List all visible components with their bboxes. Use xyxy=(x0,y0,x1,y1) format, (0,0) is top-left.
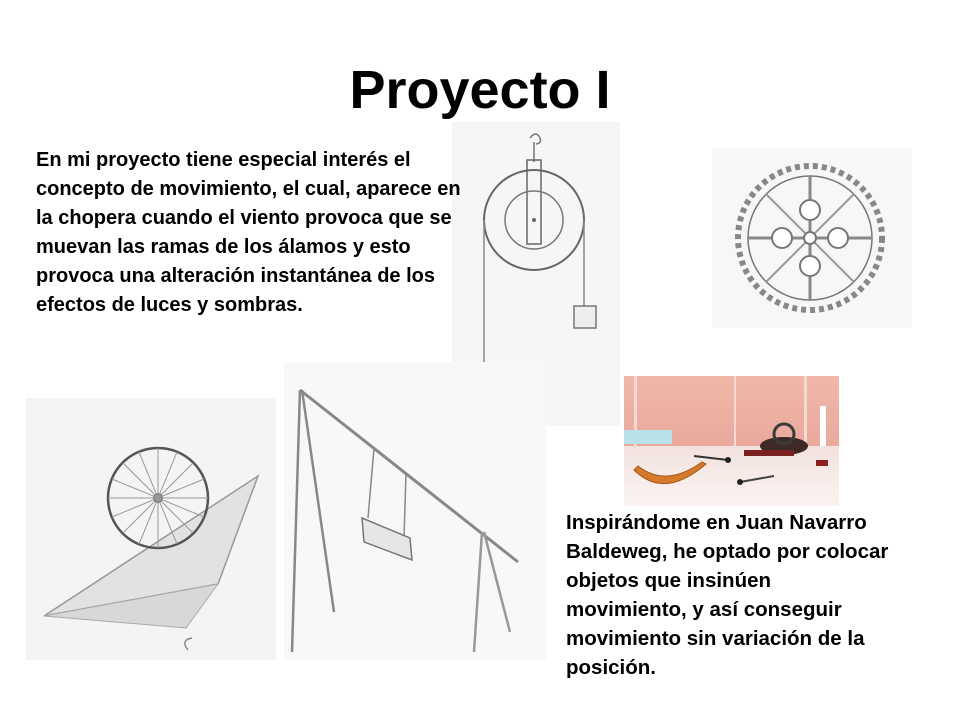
intro-paragraph: En mi proyecto tiene especial interés el concepto de movimiento, el cual, aparece en la chopera cuando el viento provoca que se muevan las ramas de los álamos y esto provoca una alteración instantánea de los efectos de luces y sombras. xyxy=(36,149,461,316)
installation-photo xyxy=(624,376,839,506)
swing-sketch xyxy=(284,362,546,660)
wheel-on-ramp-sketch xyxy=(26,398,276,660)
inspiration-paragraph: Inspirándome en Juan Navarro Baldeweg, he optado por colocar objetos que insinúen movimiento, y así conseguir movimiento sin variación de la posición. xyxy=(566,511,889,679)
page-title: Proyecto I xyxy=(349,60,611,120)
gear-sketch xyxy=(712,148,912,328)
